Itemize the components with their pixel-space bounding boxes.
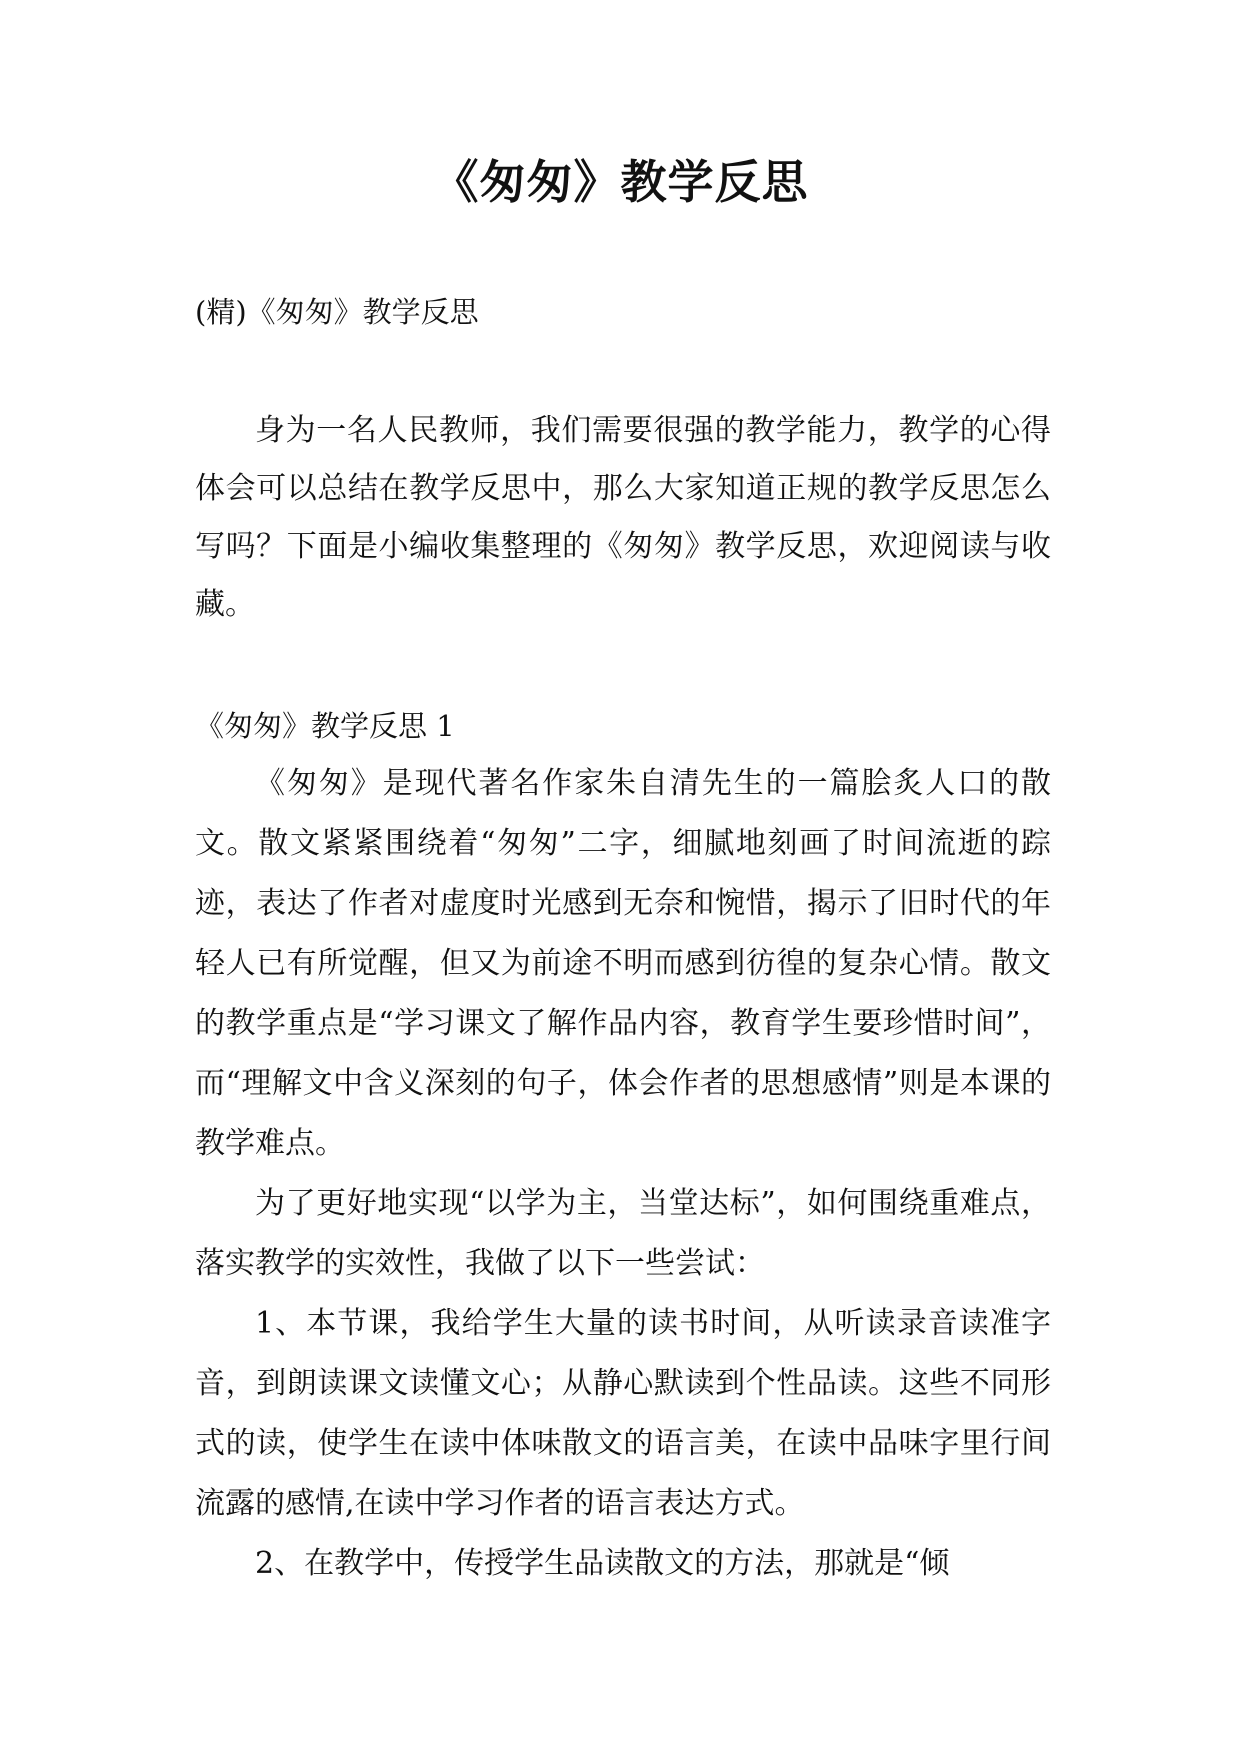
intro-paragraph: 身为一名人民教师，我们需要很强的教学能力，教学的心得体会可以总结在教学反思中，那么大家知道正规的教学反思怎么写吗？下面是小编收集整理的《匆匆》教学反思，欢迎阅读与收藏。 (195, 413, 1051, 622)
body-paragraph-1: 《匆匆》是现代著名作家朱自清先生的一篇脍炙人口的散文。散文紧紧围绕着“匆匆”二字，细腻地刻画了时间流逝的踪迹，表达了作者对虚度时光感到无奈和惋惜，揭示了旧时代的年轻人已有所觉醒，但又为前途不明而感到彷徨的复杂心情。散文的教学重点是“学习课文了解作品内容，教育学生要珍惜时间”，而“理解文中含义深刻的句子，体会作者的思想感情”则是本课的教学难点。 (195, 766, 1051, 1161)
intro-block (195, 402, 1051, 634)
section-heading: 《匆匆》教学反思 1 (195, 709, 455, 743)
body-paragraph-4: 2、在教学中，传授学生品读散文的方法，那就是“倾 (255, 1546, 950, 1581)
body-paragraph-2: 为了更好地实现“以学为主，当堂达标”，如何围绕重难点，落实教学的实效性，我做了以下一些尝试： (195, 1186, 1051, 1281)
document-title: 《匆匆》教学反思 (432, 155, 809, 209)
body-paragraph-3: 1、本节课，我给学生大量的读书时间，从听读录音读准字音，到朗读课文读懂文心；从静心默读到个性品读。这些不同形式的读，使学生在读中体味散文的语言美，在读中品味字里行间流露的感情,在读中学习作者的语言表达方式。 (195, 1306, 1051, 1521)
document-subtitle: (精)《匆匆》教学反思 (195, 295, 479, 329)
section-body (195, 754, 1051, 1594)
